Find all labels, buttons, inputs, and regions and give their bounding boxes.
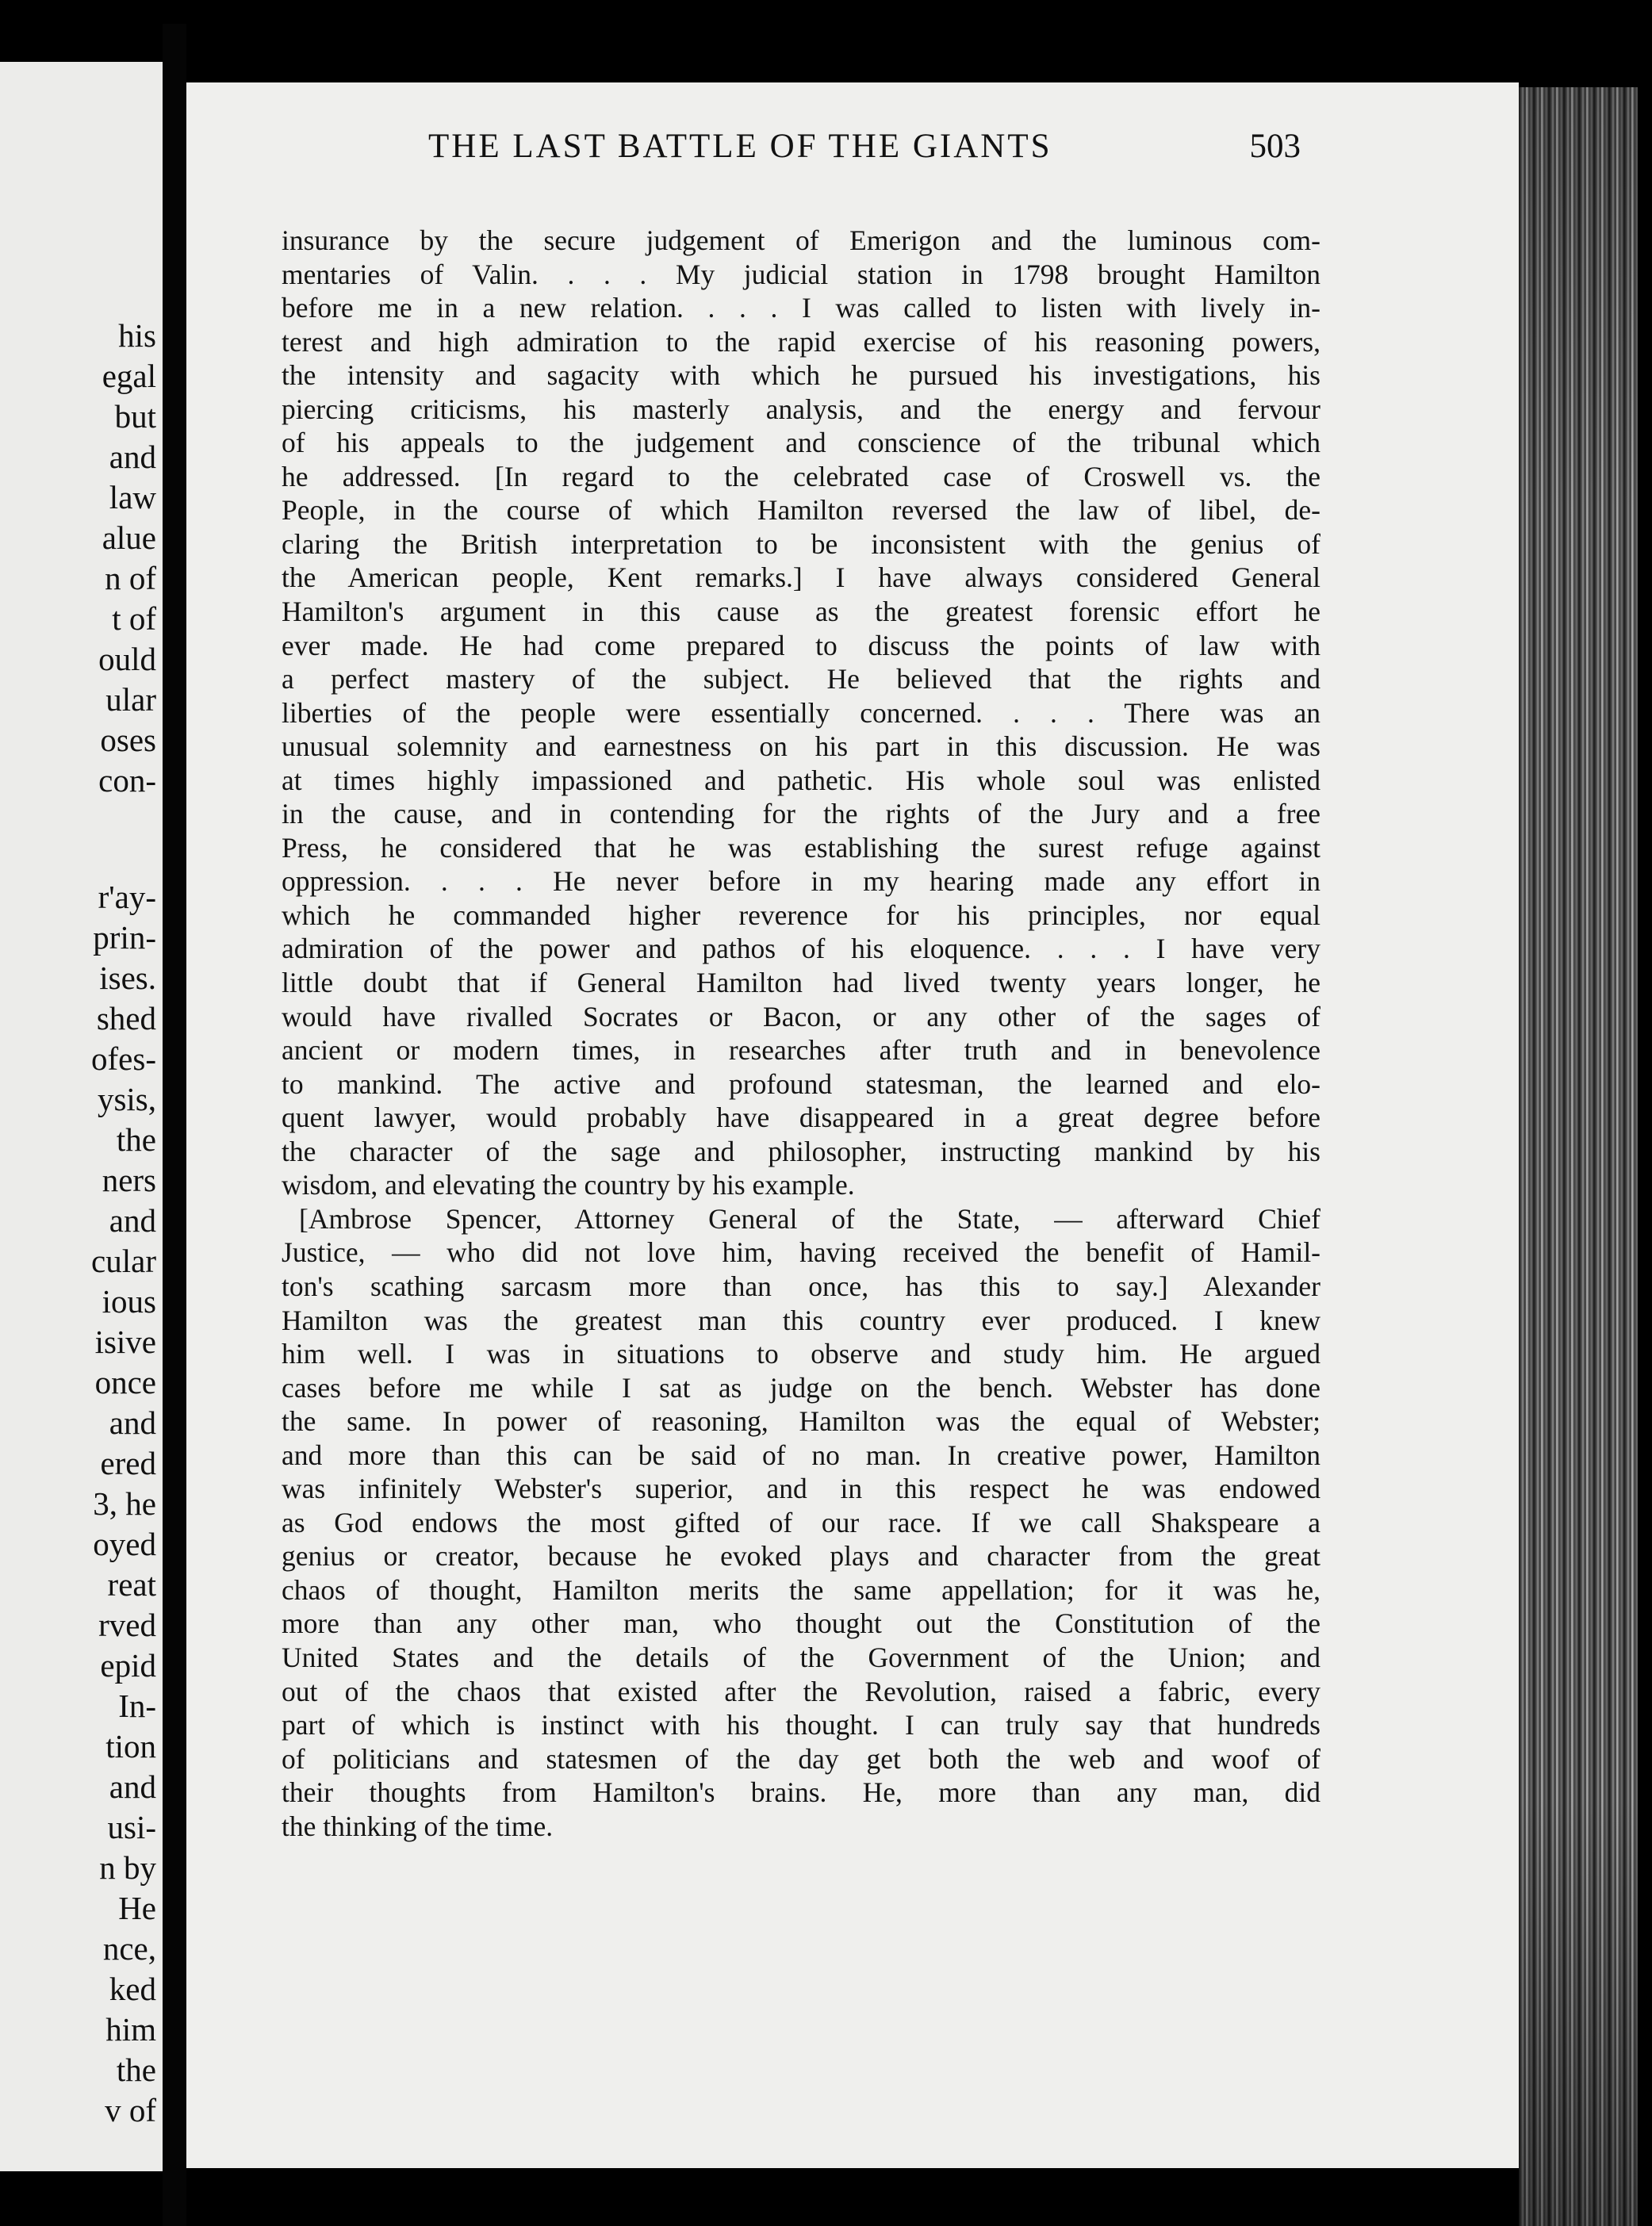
text-line: a perfect mastery of the subject. He believed that the rights and — [282, 663, 1320, 695]
text-line: was infinitely Webster's superior, and in this respect he was endowed — [282, 1473, 1320, 1505]
running-title: THE LAST BATTLE OF THE GIANTS — [428, 128, 1052, 165]
text-line: Hamilton was the greatest man this country ever produced. I knew — [282, 1304, 1320, 1336]
facing-page-line: ular — [105, 681, 156, 718]
text-line: the thinking of the time. — [282, 1810, 554, 1842]
facing-page-line: usi- — [107, 1809, 156, 1845]
facing-page-line: ould — [98, 641, 156, 677]
facing-page-line: He — [118, 1890, 156, 1926]
book-gutter — [163, 24, 186, 2226]
text-line: to mankind. The active and profound statesman, the learned and elo- — [282, 1067, 1320, 1100]
facing-page-line: and — [109, 1404, 156, 1441]
scan-border — [1638, 0, 1652, 2226]
text-line: the intensity and sagacity with which he pursued his investigations, his — [282, 359, 1320, 392]
facing-page-line: n of — [105, 560, 156, 596]
text-line: the American people, Kent remarks.] I have always considered General — [282, 561, 1320, 594]
facing-page-line: oses — [100, 722, 156, 758]
facing-page-line: shed — [96, 1000, 156, 1036]
text-line: of his appeals to the judgement and conscience of the tribunal which — [282, 427, 1320, 459]
facing-page-line: In- — [118, 1688, 156, 1724]
facing-page-line: tion — [105, 1728, 156, 1764]
facing-page-line: isive — [94, 1324, 156, 1360]
facing-page-line: ofes- — [91, 1040, 156, 1077]
facing-page-text-top — [98, 316, 156, 801]
text-line: him well. I was in situations to observe and study him. He argued — [282, 1338, 1320, 1370]
text-line: the same. In power of reasoning, Hamilton was the equal of Webster; — [282, 1405, 1320, 1438]
facing-page-line: and — [109, 1202, 156, 1239]
facing-page-line: and — [109, 1768, 156, 1805]
facing-page-line: cular — [91, 1243, 156, 1279]
text-line: the character of the sage and philosopher, instructing mankind by his — [282, 1135, 1320, 1167]
facing-page-line: t of — [112, 600, 156, 637]
text-line: part of which is instinct with his thought. I can truly say that hundreds — [282, 1709, 1320, 1741]
facing-page-line: reat — [107, 1566, 156, 1603]
facing-page-line: 3, he — [93, 1485, 156, 1522]
text-line: [Ambrose Spencer, Attorney General of the State, — afterward Chief — [299, 1202, 1320, 1235]
page-number: 503 — [1249, 128, 1301, 165]
facing-page-line: oyed — [93, 1526, 156, 1562]
facing-page-line: ious — [102, 1283, 156, 1320]
text-line: piercing criticisms, his masterly analysis, and the energy and fervour — [282, 393, 1320, 425]
facing-page-line: rved — [98, 1607, 156, 1643]
facing-page-line: the — [116, 1121, 156, 1158]
text-line: little doubt that if General Hamilton had lived twenty years longer, he — [282, 967, 1320, 999]
facing-page-line: egal — [102, 358, 156, 394]
facing-page-line: n by — [99, 1849, 156, 1886]
text-line: before me in a new relation. . . . I was called to listen with lively in- — [282, 292, 1320, 324]
text-line: Press, he considered that he was establishing the surest refuge against — [282, 831, 1320, 864]
text-line: United States and the details of the Government of the Union; and — [282, 1641, 1320, 1673]
text-line: at times highly impassioned and pathetic. His whole soul was enlisted — [282, 764, 1320, 796]
facing-page-line: prin- — [93, 919, 156, 956]
text-line: out of the chaos that existed after the Revolution, raised a fabric, every — [282, 1675, 1320, 1707]
text-line: chaos of thought, Hamilton merits the same appellation; for it was he, — [282, 1573, 1320, 1606]
facing-page-text-bottom — [91, 877, 156, 2131]
facing-page-line: ered — [100, 1445, 156, 1481]
text-line: genius or creator, because he evoked plays and character from the great — [282, 1540, 1320, 1573]
text-line: wisdom, and elevating the country by his example. — [282, 1169, 855, 1201]
body-text — [282, 224, 1320, 1843]
text-line: People, in the course of which Hamilton reversed the law of libel, de- — [282, 494, 1320, 527]
text-line: ever made. He had come prepared to discuss the points of law with — [282, 629, 1320, 661]
text-line: admiration of the power and pathos of his eloquence. . . . I have very — [282, 933, 1320, 965]
facing-page-line: ysis, — [97, 1081, 156, 1117]
text-line: ton's scathing sarcasm more than once, has this to say.] Alexander — [282, 1270, 1320, 1302]
facing-page-line: but — [114, 398, 156, 435]
text-line: as God endows the most gifted of our race. If we call Shakspeare a — [282, 1506, 1320, 1538]
text-line: of politicians and statesmen of the day get both the web and woof of — [282, 1742, 1320, 1775]
running-head — [234, 127, 1313, 174]
facing-page-line: v of — [105, 2092, 156, 2128]
text-line: unusual solemnity and earnestness on his part in this discussion. He was — [282, 730, 1320, 763]
text-line: would have rivalled Socrates or Bacon, or any other of the sages of — [282, 1000, 1320, 1033]
facing-page-fragment — [0, 62, 163, 2171]
facing-page-line: the — [116, 2052, 156, 2088]
facing-page-line: ises. — [99, 960, 156, 996]
text-line: more than any other man, who thought out the Constitution of the — [282, 1607, 1320, 1640]
facing-page-line: him — [105, 2011, 156, 2048]
facing-page-line: his — [118, 317, 156, 354]
text-line: oppression. . . . He never before in my hearing made any effort in — [282, 865, 1320, 898]
facing-page-line: law — [109, 479, 156, 515]
text-line: claring the British interpretation to be inconsistent with the genius of — [282, 527, 1320, 560]
text-line: ancient or modern times, in researches after truth and in benevolence — [282, 1034, 1320, 1067]
facing-page-line: nce, — [102, 1930, 156, 1967]
text-line: terest and high admiration to the rapid exercise of his reasoning powers, — [282, 325, 1320, 358]
text-line: quent lawyer, would probably have disappeared in a great degree before — [282, 1102, 1320, 1134]
text-line: which he commanded higher reverence for his principles, nor equal — [282, 898, 1320, 931]
text-line: and more than this can be said of no man. In creative power, Hamilton — [282, 1439, 1320, 1471]
facing-page-line: and — [109, 439, 156, 475]
text-line: their thoughts from Hamilton's brains. He, more than any man, did — [282, 1776, 1320, 1809]
text-line: Justice, — who did not love him, having received the benefit of Hamil- — [282, 1236, 1320, 1269]
text-line: in the cause, and in contending for the rights of the Jury and a free — [282, 798, 1320, 830]
text-line: cases before me while I sat as judge on the bench. Webster has done — [282, 1371, 1320, 1404]
text-line: Hamilton's argument in this cause as the greatest forensic effort he — [282, 596, 1320, 628]
facing-page-line: ners — [102, 1162, 156, 1198]
page-edges — [1519, 87, 1638, 2226]
facing-page-line: epid — [100, 1647, 156, 1684]
facing-page-line: once — [94, 1364, 156, 1400]
facing-page-line: ked — [109, 1971, 156, 2007]
facing-page-line: con- — [98, 762, 156, 799]
text-line: mentaries of Valin. . . . My judicial station in 1798 brought Hamilton — [282, 258, 1320, 290]
facing-page-line: alue — [102, 519, 156, 556]
facing-page-line: r'ay- — [98, 879, 156, 915]
text-line: he addressed. [In regard to the celebrated case of Croswell vs. the — [282, 460, 1320, 492]
text-line: insurance by the secure judgement of Emerigon and the luminous com- — [282, 224, 1320, 256]
text-line: liberties of the people were essentially concerned. . . . There was an — [282, 696, 1320, 729]
